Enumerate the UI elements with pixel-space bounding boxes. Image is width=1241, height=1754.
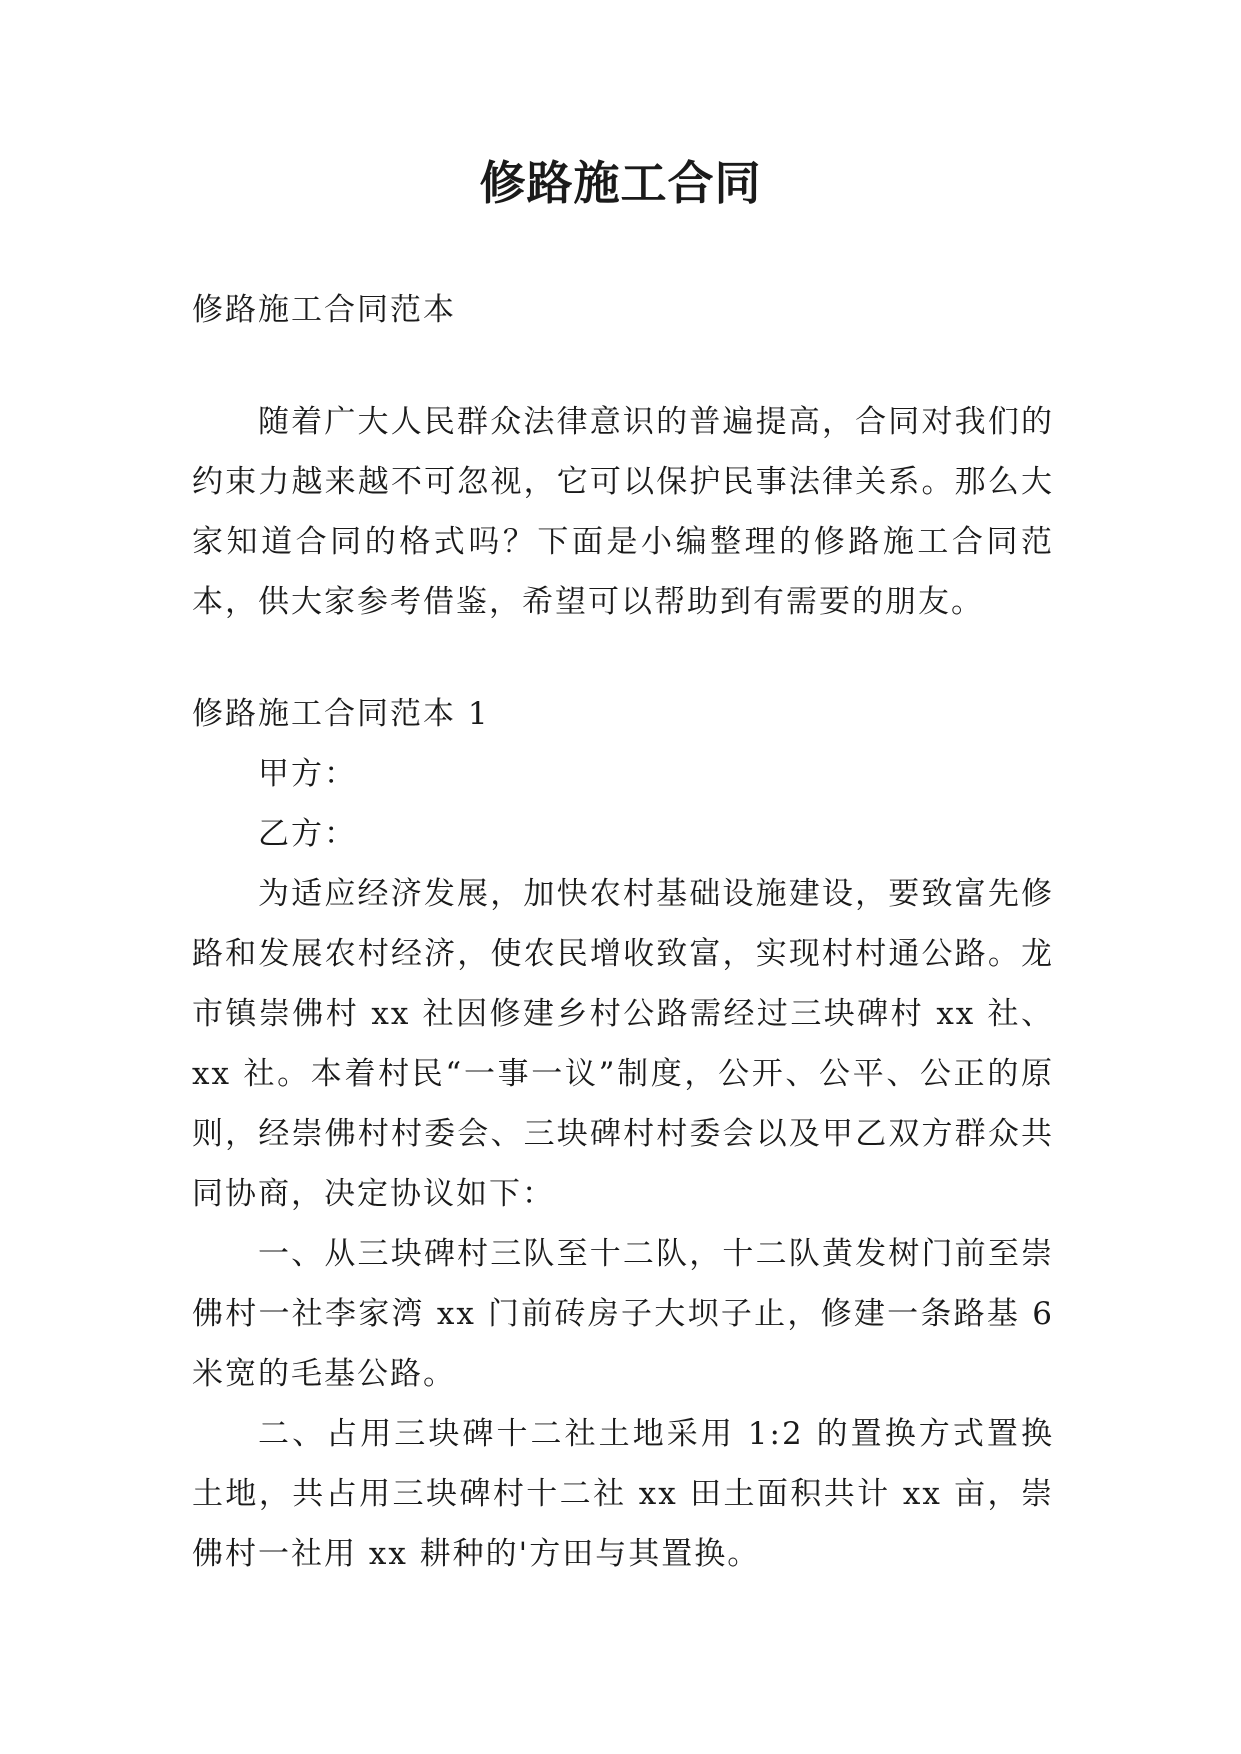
intro-paragraph: 随着广大人民群众法律意识的普遍提高，合同对我们的约束力越来越不可忽视，它可以保护民事法律关系。那么大家知道合同的格式吗？下面是小编整理的修路施工合同范本，供大家参考借鉴，希望可以帮助到有需要的朋友。 [192, 404, 1054, 620]
spacer [192, 632, 1054, 684]
document-body [192, 280, 1054, 1584]
paragraph-clause-2: 二、占用三块碑十二社土地采用 1:2 的置换方式置换土地，共占用三块碑村十二社 xx 田土面积共计 xx 亩，崇佛村一社用 xx 耕种的'方田与其置换。 [192, 1416, 1054, 1572]
party-b-line: 乙方： [258, 816, 357, 852]
spacer [192, 340, 1054, 392]
paragraph-purpose: 为适应经济发展，加快农村基础设施建设，要致富先修路和发展农村经济，使农民增收致富，实现村村通公路。龙市镇崇佛村 xx 社因修建乡村公路需经过三块碑村 xx 社、xx 社。本着村民“一事一议”制度，公开、公平、公正的原则，经崇佛村村委会、三块碑村村委会以及甲乙双方群众共同协商，决定协议如下： [192, 876, 1054, 1212]
document-title: 修路施工合同 [479, 156, 762, 210]
document-subtitle: 修路施工合同范本 [192, 292, 456, 328]
paragraph-clause-1: 一、从三块碑村三队至十二队，十二队黄发树门前至崇佛村一社李家湾 xx 门前砖房子大坝子止，修建一条路基 6 米宽的毛基公路。 [192, 1236, 1054, 1392]
party-a-line: 甲方： [258, 756, 357, 792]
section-heading: 修路施工合同范本 1 [192, 696, 490, 732]
